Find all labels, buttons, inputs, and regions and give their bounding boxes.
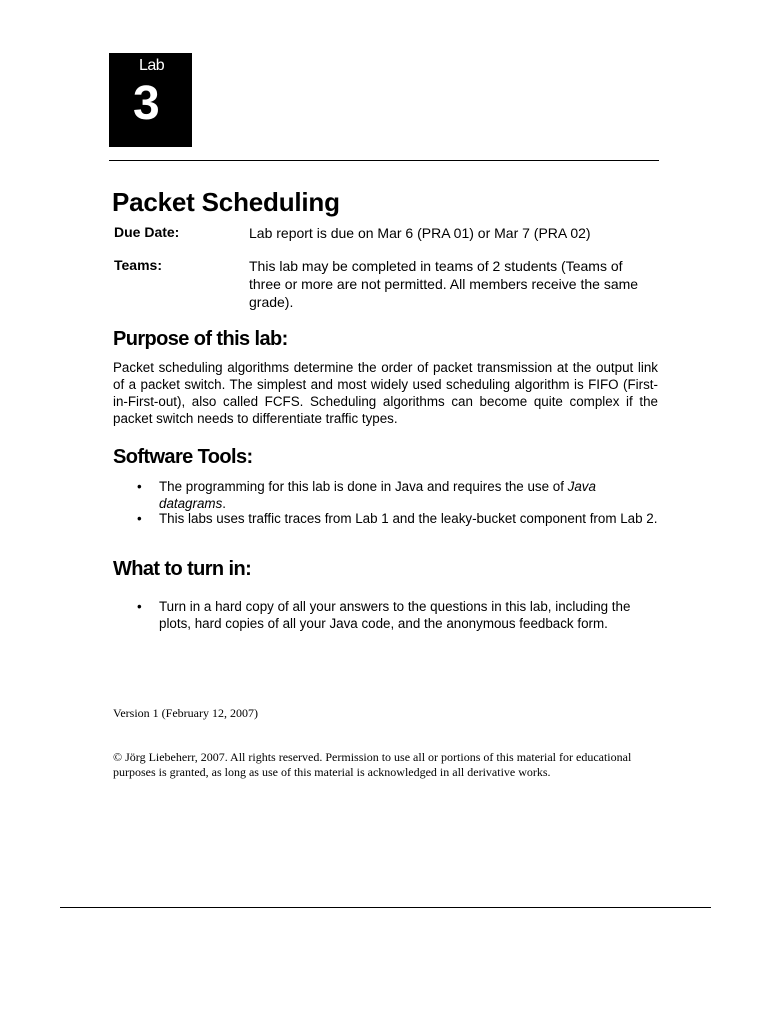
lab-label: Lab xyxy=(139,57,165,74)
list-item xyxy=(137,598,659,632)
list-item-text: The programming for this lab is done in Java and requires the use of Java datagrams. xyxy=(159,479,596,511)
teams-label: Teams: xyxy=(114,257,162,273)
lab-badge xyxy=(109,53,192,147)
list-item-text: Turn in a hard copy of all your answers to the questions in this lab, including the plots, hard copies of all your Java code, and the anonymous feedback form. xyxy=(159,599,631,631)
bullet-icon: • xyxy=(137,599,142,614)
copyright-text: © Jörg Liebeherr, 2007. All rights reserved. Permission to use all or portions of this material for educational purposes is granted, as long as use of this material is acknowledged in all derivative works. xyxy=(113,750,632,779)
turn-in-heading: What to turn in: xyxy=(113,558,252,580)
bullet-icon: • xyxy=(137,511,142,526)
list-item xyxy=(137,510,659,527)
page-title: Packet Scheduling xyxy=(112,187,340,217)
version-text: Version 1 (February 12, 2007) xyxy=(113,706,258,720)
purpose-paragraph: Packet scheduling algorithms determine the order of packet transmission at the output link of a packet switch. The simplest and most widely used scheduling algorithm is FIFO (First-in-First-out), also called FCFS. Scheduling algorithms can become quite complex if the packet switch needs to differentiate traffic types. xyxy=(113,360,658,426)
footer-divider xyxy=(60,907,711,908)
due-date-value: Lab report is due on Mar 6 (PRA 01) or Mar 7 (PRA 02) xyxy=(249,225,591,241)
header-divider xyxy=(109,160,659,161)
purpose-heading: Purpose of this lab: xyxy=(113,328,288,350)
due-date-label: Due Date: xyxy=(114,224,180,240)
list-item xyxy=(137,478,659,512)
list-item-text: This labs uses traffic traces from Lab 1 and the leaky-bucket component from Lab 2. xyxy=(159,511,658,526)
teams-value: This lab may be completed in teams of 2 students (Teams of three or more are not permitted. All members receive the same grade). xyxy=(249,258,639,310)
bullet-icon: • xyxy=(137,479,142,494)
software-tools-heading: Software Tools: xyxy=(113,446,253,468)
lab-number: 3 xyxy=(133,77,160,130)
